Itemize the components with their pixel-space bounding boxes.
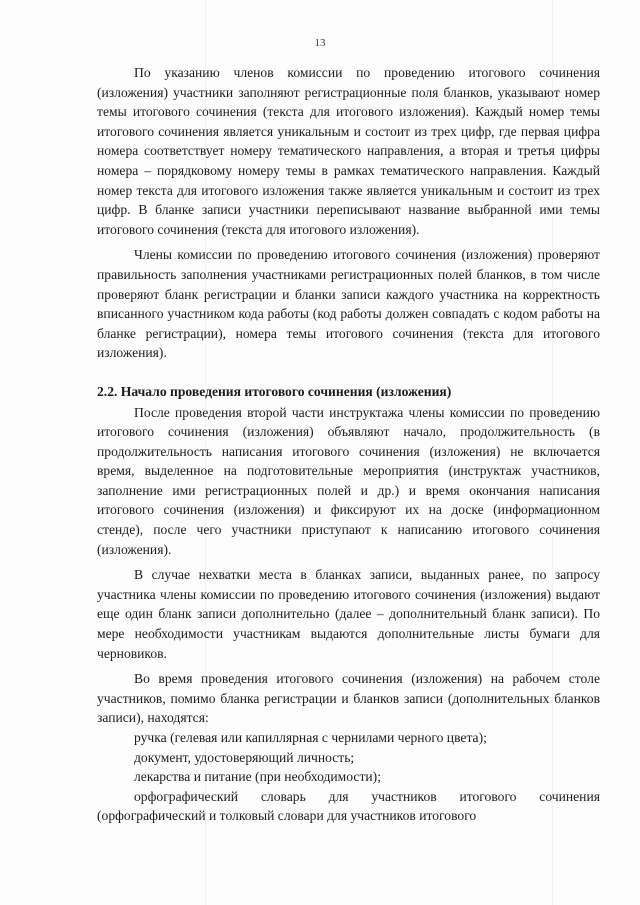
list-item: ручка (гелевая или капиллярная с чернилами черного цвета); bbox=[134, 730, 487, 745]
paragraph-extra-forms: В случае нехватки места в бланках записи, выданных ранее, по запросу участника члены комиссии по проведению итогового сочинения (изложения) выдают еще один бланк записи дополнительно (далее – дополнительный бланк записи). По мере необходимости участникам выдаются дополнительные листы бумаги для черновиков. bbox=[97, 567, 600, 661]
paragraph-topic-numbers: По указанию членов комиссии по проведению итогового сочинения (изложения) участники заполняют регистрационные поля бланков, указывают номер темы итогового сочинения (текста для итогового изложения). Каждый номер темы итогового сочинения является уникальным и состоит из трех цифр, где первая цифра номера соответствует номеру тематического направления, а вторая и третья цифры номера – порядковому номеру темы в рамках тематического направления. Каждый номер текста для итогового изложения также является уникальным и состоит из трех цифр. В бланке записи участники переписывают название выбранной ими темы итогового сочинения (текста для итогового изложения). bbox=[97, 65, 600, 237]
page-number: 13 bbox=[314, 37, 326, 49]
list-item: орфографический словарь для участников итогового сочинения (орфографический и толковый словари для участников итогового bbox=[97, 788, 600, 824]
paragraph-start-announcement: После проведения второй части инструктажа члены комиссии по проведению итогового сочинения (изложения) объявляют начало, продолжительность (в продолжительность написания итогового сочинения (изложения) не включается время, выделенное на подготовительные мероприятия (инструктаж участников, заполнение ими регистрационных полей и др.) и время окончания написания итогового сочинения (изложения) и фиксируют их на доске (информационном стенде), после чего участники приступают к написанию итогового сочинения (изложения). bbox=[97, 404, 600, 557]
section-heading: 2.2. Начало проведения итогового сочинения (изложения) bbox=[97, 383, 452, 399]
paragraph-check-fields: Члены комиссии по проведению итогового сочинения (изложения) проверяют правильность заполнения участниками регистрационных полей бланков, в том числе проверяют бланк регистрации и бланки записи каждого участника на корректность вписанного участником кода работы (код работы должен совпадать с кодом работы на бланке регистрации), номера темы итогового сочинения (текста для итогового изложения). bbox=[97, 247, 600, 361]
document-body bbox=[97, 63, 600, 826]
paragraph-desk-items: Во время проведения итогового сочинения (изложения) на рабочем столе участников, помимо бланка регистрации и бланков записи (дополнительных бланков записи), находятся: bbox=[97, 671, 600, 726]
list-item: лекарства и питание (при необходимости); bbox=[134, 769, 381, 785]
list-item: документ, удостоверяющий личность; bbox=[134, 749, 355, 765]
